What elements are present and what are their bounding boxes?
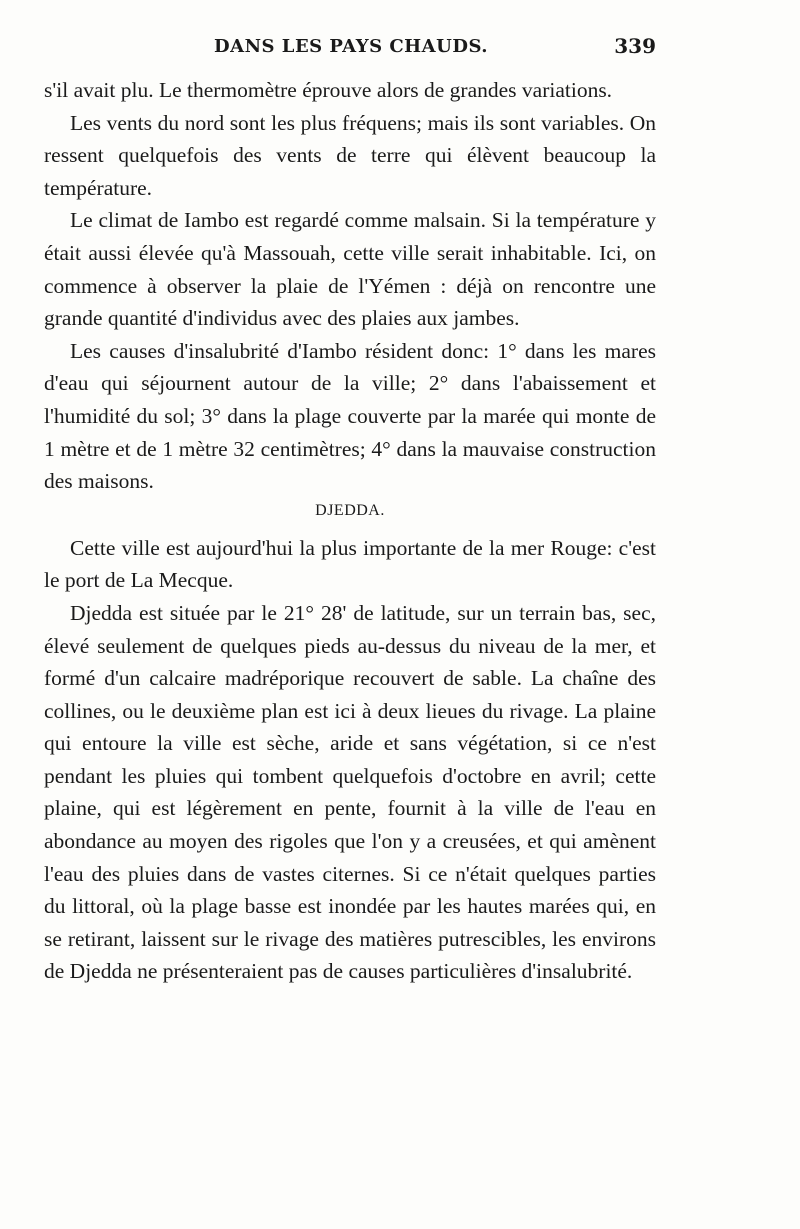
paragraph-winds: Les vents du nord sont les plus fréquens; mais ils sont variables. On ressent quelquefois des vents de terre qui élèvent beaucoup la température. [44,110,656,200]
page-body [44,74,656,988]
paragraph-continuation: s'il avait plu. Le thermomètre éprouve alors de grandes variations. [44,78,613,102]
paragraph-djedda-intro: Cette ville est aujourd'hui la plus importante de la mer Rouge: c'est le port de La Mecque. [44,535,656,593]
section-heading: DJEDDA. [315,501,385,519]
running-title: DANS LES PAYS CHAUDS. [214,36,489,57]
paragraph-climate: Le climat de Iambo est regardé comme malsain. Si la température y était aussi élevée qu'à Massouah, cette ville serait inhabitable. Ici, on commence à observer la plaie de l'Yémen : déjà on rencontre une grande quantité d'individus avec des plaies aux jambes. [44,208,656,331]
page-header [44,32,656,64]
page-number: 339 [614,34,656,58]
paragraph-djedda-description: Djedda est située par le 21° 28' de latitude, sur un terrain bas, sec, élevé seulement de quelques pieds au-dessus du niveau de la mer, et formé d'un calcaire madréporique recouvert de sable. La chaîne des collines, ou le deuxième plan est ici à deux lieues du rivage. La plaine qui entoure la ville est sèche, aride et sans végétation, si ce n'est pendant les pluies qui tombent quelquefois d'octobre en avril; cette plaine, qui est légèrement en pente, fournit à la ville de l'eau en abondance au moyen des rigoles que l'on y a creusées, et qui amènent l'eau des pluies dans de vastes citernes. Si ce n'était quelques parties du littoral, où la plage basse est inondée par les hautes marées qui, en se retirant, laissent sur le rivage des matières putrescibles, les environs de Djedda ne présenteraient pas de causes particulières d'insalubrité. [44,600,656,984]
paragraph-causes: Les causes d'insalubrité d'Iambo résident donc: 1° dans les mares d'eau qui séjournent autour de la ville; 2° dans l'abaissement et l'humidité du sol; 3° dans la plage couverte par la marée qui monte de 1 mètre et de 1 mètre 32 centimètres; 4° dans la mauvaise construction des maisons. [44,338,656,494]
